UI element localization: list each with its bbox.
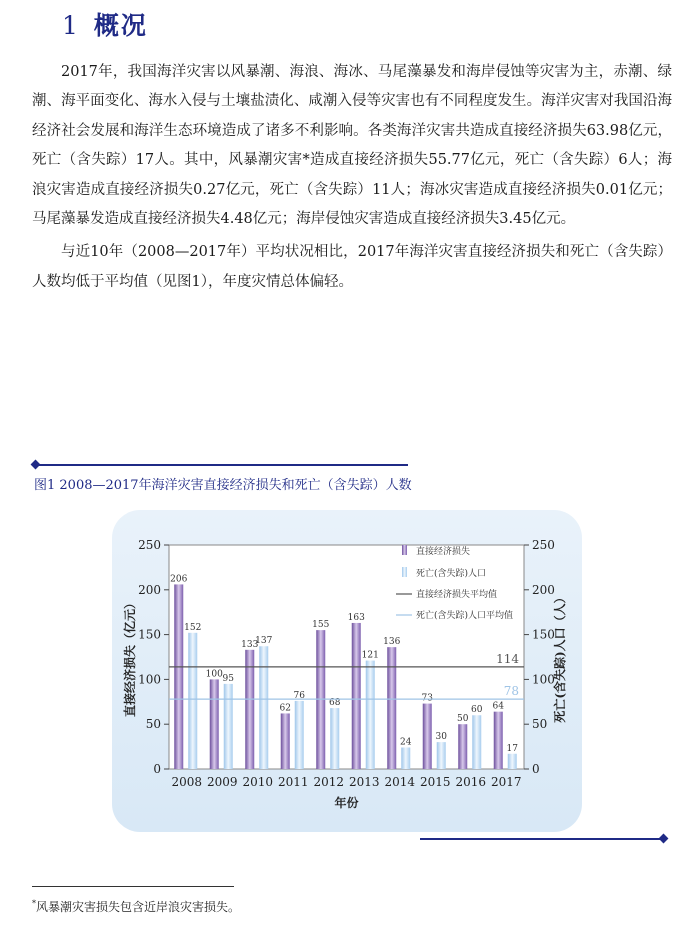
figure-top-rule xyxy=(36,464,408,466)
data-label-loss-2017: 64 xyxy=(492,701,504,712)
figure-bottom-rule xyxy=(420,838,662,840)
data-label-deaths-2009: 95 xyxy=(222,673,234,684)
chart xyxy=(112,510,582,832)
average-label-2: 78 xyxy=(503,684,519,699)
y-axis-title-left: 直接经济损失（亿元） xyxy=(123,596,137,718)
legend-label-deaths-avg: 死亡(含失踪)人口平均值 xyxy=(416,611,514,621)
x-tick-label-2013: 2013 xyxy=(348,775,380,789)
data-label-deaths-2016: 60 xyxy=(471,705,483,716)
x-tick-label-2017: 2017 xyxy=(490,775,522,789)
y-tick-label-left: 0 xyxy=(153,762,161,776)
footnote xyxy=(32,898,240,915)
y-axis-title-right: 死亡(含失踪)人口（人） xyxy=(553,591,567,723)
legend-swatch-loss xyxy=(402,545,407,555)
data-label-loss-2013: 163 xyxy=(347,612,365,623)
bar-loss-2016 xyxy=(458,724,467,769)
bar-deaths-2014 xyxy=(401,747,410,769)
body-text xyxy=(32,58,672,301)
average-label-1: 114 xyxy=(496,651,519,666)
x-axis-title: 年份 xyxy=(334,796,359,810)
footnote-text: 风暴潮灾害损失包含近岸浪灾害损失。 xyxy=(36,900,241,914)
y-tick-label-left: 50 xyxy=(145,717,161,732)
y-tick-label-left: 250 xyxy=(138,538,161,552)
legend-label-deaths: 死亡(含失踪)人口 xyxy=(416,569,487,579)
bar-deaths-2010 xyxy=(259,646,268,769)
y-tick-label-right: 0 xyxy=(532,762,540,776)
rule-diamond-right xyxy=(659,834,669,844)
x-tick-label-2010: 2010 xyxy=(242,775,274,789)
section-number: 1 xyxy=(62,11,80,40)
x-tick-label-2008: 2008 xyxy=(171,775,203,789)
x-tick-label-2014: 2014 xyxy=(384,775,416,789)
section-title: 概况 xyxy=(93,11,148,40)
bar-deaths-2017 xyxy=(508,754,517,769)
data-label-loss-2016: 50 xyxy=(457,714,469,725)
y-tick-label-left: 200 xyxy=(138,582,161,597)
data-label-loss-2010: 133 xyxy=(241,639,259,650)
data-label-loss-2014: 136 xyxy=(383,637,401,648)
x-tick-label-2012: 2012 xyxy=(313,775,345,789)
data-label-deaths-2012: 68 xyxy=(329,698,341,709)
data-label-deaths-2015: 30 xyxy=(435,732,447,743)
y-tick-label-right: 100 xyxy=(532,672,555,687)
paragraph-1: 2017年，我国海洋灾害以风暴潮、海浪、海冰、马尾藻暴发和海岸侵蚀等灾害为主，赤潮、绿潮、海平面变化、海水入侵与土壤盐渍化、咸潮入侵等灾害也有不同程度发生。海洋灾害对我国沿海经济社会发展和海洋生态环境造成了诸多不利影响。各类海洋灾害共造成直接经济损失63.98亿元，死亡（含失踪）17人。其中，风暴潮灾害*造成直接经济损失55.77亿元，死亡（含失踪）6人；海浪灾害造成直接经济损失0.27亿元，死亡（含失踪）11人；海冰灾害造成直接经济损失0.01亿元；马尾藻暴发造成直接经济损失4.48亿元；海岸侵蚀灾害造成直接经济损失3.45亿元。 xyxy=(32,64,672,228)
bar-loss-2013 xyxy=(352,623,361,769)
data-label-loss-2009: 100 xyxy=(205,669,223,680)
bar-deaths-2008 xyxy=(188,633,197,769)
bar-deaths-2012 xyxy=(330,708,339,769)
data-label-deaths-2014: 24 xyxy=(400,737,412,748)
data-label-loss-2012: 155 xyxy=(312,620,330,631)
data-label-loss-2011: 62 xyxy=(279,703,291,714)
legend-swatch-deaths xyxy=(402,567,407,577)
x-tick-label-2009: 2009 xyxy=(206,775,238,789)
data-label-deaths-2013: 121 xyxy=(361,650,379,661)
data-label-deaths-2008: 152 xyxy=(184,622,202,633)
bar-loss-2015 xyxy=(423,704,432,769)
bar-loss-2011 xyxy=(281,713,290,769)
y-tick-label-right: 200 xyxy=(532,582,555,597)
y-tick-label-left: 100 xyxy=(138,672,161,687)
bar-loss-2010 xyxy=(245,650,254,769)
footnote-rule xyxy=(32,886,234,887)
bar-loss-2014 xyxy=(387,647,396,769)
y-tick-label-left: 150 xyxy=(138,627,161,642)
data-label-loss-2008: 206 xyxy=(170,574,188,585)
bar-loss-2008 xyxy=(174,584,183,769)
bar-deaths-2016 xyxy=(472,715,481,769)
data-label-deaths-2011: 76 xyxy=(293,690,305,701)
section-heading xyxy=(62,6,148,46)
x-tick-label-2016: 2016 xyxy=(455,775,487,789)
paragraph-2: 与近10年（2008—2017年）平均状况相比，2017年海洋灾害直接经济损失和死亡（含失踪）人数均低于平均值（见图1），年度灾情总体偏轻。 xyxy=(32,244,672,290)
x-tick-label-2011: 2011 xyxy=(277,775,309,789)
bar-deaths-2013 xyxy=(366,661,375,769)
data-label-deaths-2017: 17 xyxy=(506,743,518,754)
legend-label-loss-avg: 直接经济损失平均值 xyxy=(416,590,498,600)
legend-label-loss: 直接经济损失 xyxy=(416,547,471,557)
y-tick-label-right: 250 xyxy=(532,538,555,552)
data-label-loss-2015: 73 xyxy=(421,693,433,704)
y-tick-label-right: 150 xyxy=(532,627,555,642)
x-tick-label-2015: 2015 xyxy=(419,775,451,789)
bar-loss-2017 xyxy=(494,712,503,769)
footnote-marker: * xyxy=(32,899,36,908)
bar-deaths-2009 xyxy=(224,684,233,769)
data-label-deaths-2010: 137 xyxy=(255,636,273,647)
bar-deaths-2011 xyxy=(295,701,304,769)
bar-deaths-2015 xyxy=(437,742,446,769)
bar-loss-2009 xyxy=(210,679,219,769)
figure-caption: 图1 2008—2017年海洋灾害直接经济损失和死亡（含失踪）人数 xyxy=(34,478,412,493)
y-tick-label-right: 50 xyxy=(532,717,548,732)
